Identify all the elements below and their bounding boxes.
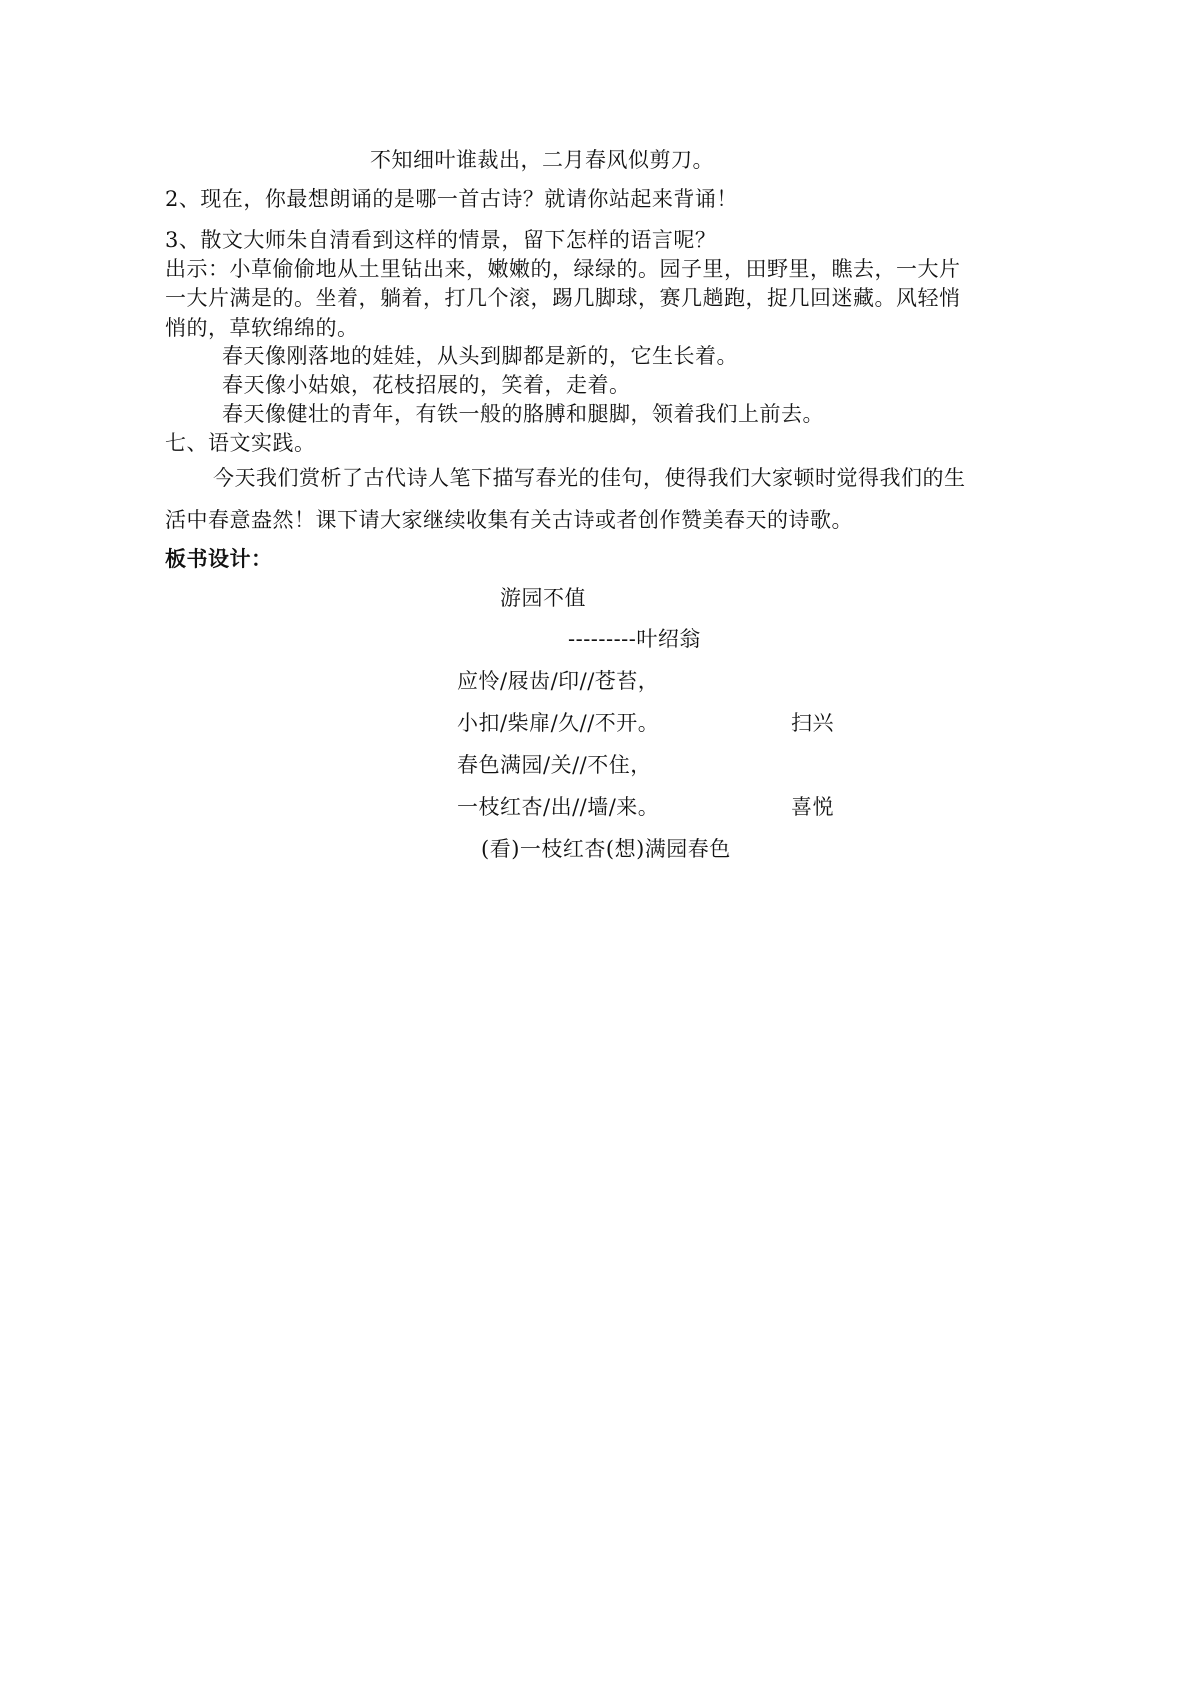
section-7-heading: 七、语文实践。 [165,431,316,455]
board-summary: (看)一枝红杏(想)满园春色 [481,837,731,861]
board-verse-1: 应怜/屐齿/印//苍苔， [457,669,660,693]
board-verse-2: 小扣/柴扉/久//不开。 [457,711,660,735]
board-poem-author: ---------叶绍翁 [568,627,701,651]
step-2-text: 2、现在，你最想朗诵的是哪一首古诗？就请你站起来背诵！ [165,187,738,211]
excerpt-line-5: 春天像小姑娘，花枝招展的，笑着，走着。 [222,373,631,397]
poem-tail-line: 不知细叶谁裁出，二月春风似剪刀。 [370,148,714,172]
excerpt-line-6: 春天像健壮的青年，有铁一般的胳膊和腿脚，领着我们上前去。 [222,402,824,426]
section-7-paragraph-line-1: 今天我们赏析了古代诗人笔下描写春光的佳句，使得我们大家顿时觉得我们的生 [213,466,966,490]
step-3-text: 3、散文大师朱自清看到这样的情景，留下怎样的语言呢？ [165,228,717,252]
excerpt-line-4: 春天像刚落地的娃娃，从头到脚都是新的，它生长着。 [222,344,738,368]
board-design-heading: 板书设计： [165,547,273,571]
board-poem-title: 游园不值 [500,586,586,610]
board-verse-4: 一枝红杏/出//墙/来。 [457,795,660,819]
excerpt-line-1: 出示：小草偷偷地从土里钻出来，嫩嫩的，绿绿的。园子里，田野里，瞧去，一大片 [165,257,961,281]
excerpt-line-3: 悄的，草软绵绵的。 [165,316,359,340]
excerpt-line-2: 一大片满是的。坐着，躺着，打几个滚，踢几脚球，赛几趟跑，捉几回迷藏。风轻悄 [165,286,961,310]
board-note-disappointed: 扫兴 [791,711,834,735]
section-7-paragraph-line-2: 活中春意盎然！课下请大家继续收集有关古诗或者创作赞美春天的诗歌。 [165,508,853,532]
board-note-joyful: 喜悦 [791,795,834,819]
board-verse-3: 春色满园/关//不住， [457,753,652,777]
